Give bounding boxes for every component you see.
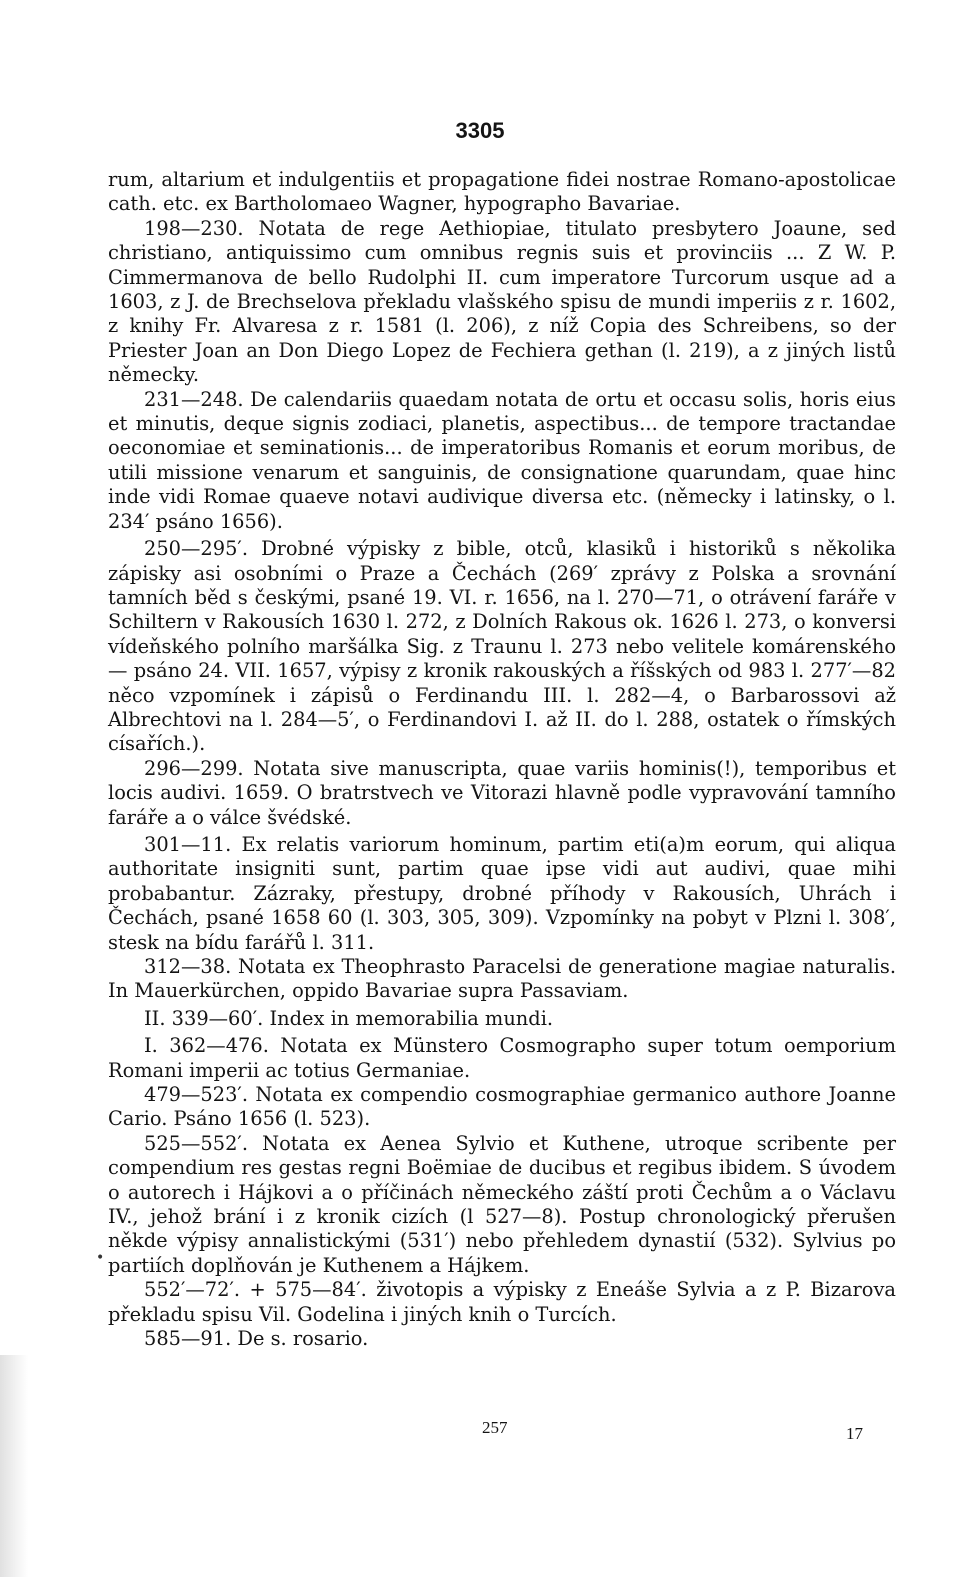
- paragraph: 296—299. Notata sive manuscripta, quae variis hominis(!), temporibus et locis audivi. 1659. O bratrstvech ve Vitorazi hlavně podle vypravování tamního faráře a o válce švédské.: [108, 756, 896, 829]
- paragraph: II. 339—60′. Index in memorabilia mundi.: [144, 1006, 554, 1030]
- paragraph: 479—523′. Notata ex compendio cosmographiae germanico authore Joanne Cario. Psáno 1656 (l. 523).: [108, 1083, 896, 1131]
- margin-mark: •: [96, 1250, 105, 1266]
- paragraph: 231—248. De calendariis quaedam notata de ortu et occasu solis, horis eius et minutis, deque signis zodiaci, planetis, aspectibus... de tempore tractandae oeconomiae et seminationis... de imperatoribus Romanis et eorum moribus, de utili missione venarum et sanguinis, de consignatione quarundam, quae hinc inde vidi Romae quaeve notavi audivique diversa etc. (německy i latinsky, o l. 234′ psáno 1656).: [108, 387, 896, 533]
- footer-page-number: 257: [482, 1418, 508, 1437]
- footer-sheet-number: 17: [846, 1424, 863, 1443]
- paragraph: 525—552′. Notata ex Aenea Sylvio et Kuthene, utroque scribente per compendium res gestas regni Boëmiae de ducibus et regibus ibidem. S úvodem o autorech i Hájkovi a o příčinách německého záští proti Čechům a o Václavu IV., jehož brání i z kronik cizích (l 527—8). Postup chronologický přerušen někde výpisy annalistickými (531′) nebo přehledem dynastií (532). Sylvius po partiích doplňován je Kuthenem a Hájkem.: [108, 1131, 896, 1277]
- body-text: [108, 168, 896, 1352]
- paragraph: 301—11. Ex relatis variorum hominum, partim eti(a)m eorum, qui aliqua authoritate insigniti sunt, partim quae ipse vidi aut audivi, quae mihi probabantur. Zázraky, přestupy, drobné příhody v Rakousích, Uhrách i Čechách, psané 1658 60 (l. 303, 305, 309). Vzpomínky na pobyt v Plzni l. 308′, stesk na bídu farářů l. 311.: [108, 832, 896, 954]
- paragraph: 198—230. Notata de rege Aethiopiae, titulato presbytero Joaune, sed christiano, antiquissimo cum omnibus regnis suis et provinciis ... Z W. P. Cimmermanova de bello Rudolphi II. cum imperatore Turcorum usque ad a 1603, z J. de Brechselova překladu vlašského spisu de mundi imperiis z r. 1602, z knihy Fr. Alvaresa z r. 1581 (l. 206), z níž Copia des Schreibens, so der Priester Joan an Don Diego Lopez de Fechiera gethan (l. 219), a z jiných listů německy.: [108, 216, 896, 387]
- page-number: 3305: [455, 118, 505, 143]
- paragraph: rum, altarium et indulgentiis et propagatione fidei nostrae Romano-apostolicae cath. etc. ex Bartholomaeo Wagner, hypographo Bavariae.: [108, 168, 896, 216]
- paragraph: 250—295′. Drobné výpisky z bible, otců, klasiků i historiků s několika zápisky asi osobními o Praze a Čechách (269′ zprávy z Polska a srovnání tamních běd s českými, psané 19. VI. r. 1656, na l. 270—71, o otrávení faráře v Schiltern v Rakousích 1630 l. 272, z Dolních Rakous ok. 1626 l. 273, o konversi vídeňského polního maršálka Sig. z Traunu l. 273 nebo velitele komárenského — psáno 24. VII. 1657, výpisy z kronik rakouských a říšských od 983 l. 277′—82 něco vzpomínek i zápisů o Ferdinandu III. l. 282—4, o Barbarossovi až Albrechtovi na l. 284—5′, o Ferdinandovi I. až II. do l. 288, ostatek o římských císařích.).: [108, 537, 896, 756]
- paragraph: 552′—72′. + 575—84′. životopis a výpisky z Eneáše Sylvia a z P. Bizarova překladu spisu Vil. Godelina i jiných knih o Turcích.: [108, 1278, 896, 1326]
- paragraph: 585—91. De s. rosario.: [144, 1327, 369, 1351]
- paragraph: I. 362—476. Notata ex Münstero Cosmographo super totum oemporium Romani imperii ac totius Germaniae.: [108, 1034, 896, 1082]
- scan-edge-shadow: [0, 1355, 28, 1577]
- paragraph: 312—38. Notata ex Theophrasto Paracelsi de generatione magiae naturalis. In Mauerkürchen, oppido Bavariae supra Passaviam.: [108, 955, 896, 1003]
